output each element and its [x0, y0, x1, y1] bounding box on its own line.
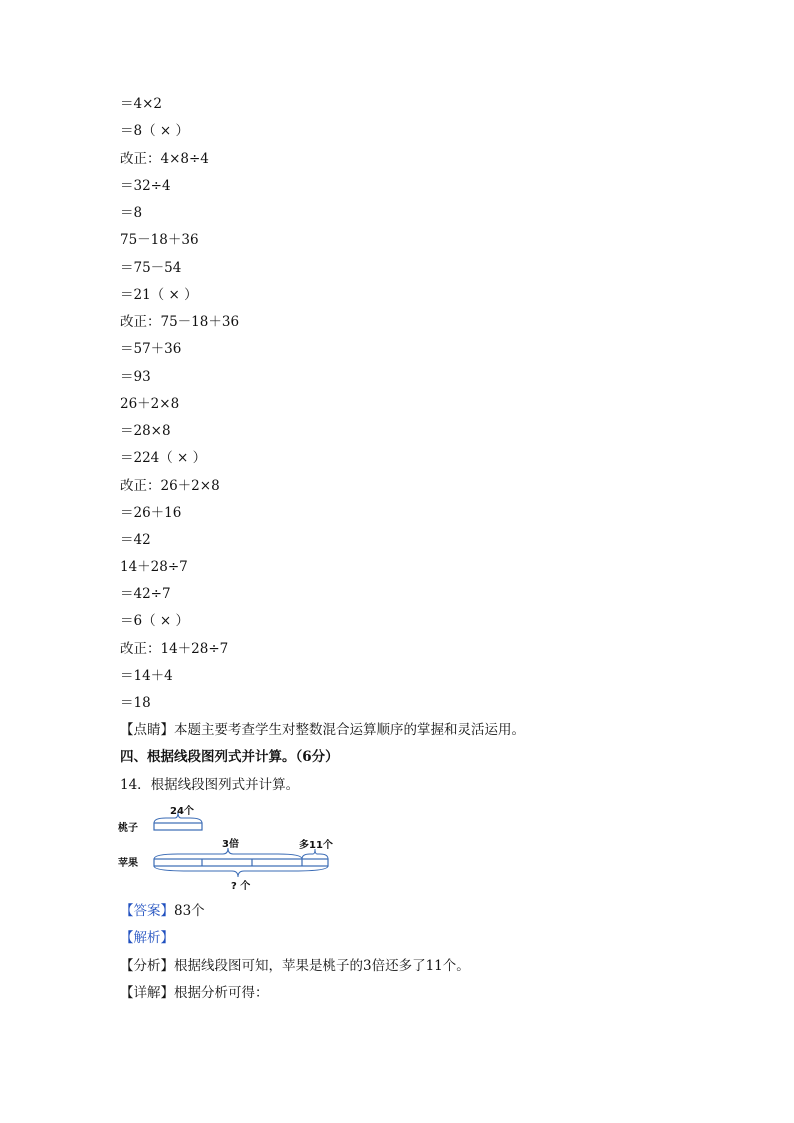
calc-line: 改正：75－18＋36	[120, 314, 240, 330]
total-brace	[154, 866, 328, 877]
analysis-xiangjie: 【详解】根据分析可得：	[120, 985, 269, 1001]
peach-count: 24个	[170, 806, 194, 817]
analysis-fenxi: 【分析】根据线段图可知，苹果是桃子的3倍还多了11个。	[120, 958, 470, 974]
answer-line	[120, 902, 205, 920]
answer-value: 83个	[174, 903, 205, 919]
answer-tag: 【答案】	[120, 903, 174, 919]
calc-line: ＝57＋36	[120, 341, 182, 357]
calc-line: 75－18＋36	[120, 232, 199, 248]
calc-line: ＝14＋4	[120, 668, 173, 684]
line-segment-diagram	[118, 803, 348, 895]
question-text: 14．根据线段图列式并计算。	[120, 777, 300, 793]
calc-line: ＝26＋16	[120, 505, 182, 521]
calc-line: ＝18	[120, 695, 151, 711]
analysis-tag: 【解析】	[120, 930, 174, 946]
calc-line: 14＋28÷7	[120, 559, 188, 575]
calc-line: ＝6（ × ）	[120, 613, 189, 629]
calc-line: ＝42	[120, 532, 151, 548]
calc-line: 改正：26＋2×8	[120, 478, 220, 494]
peach-bar	[154, 823, 202, 830]
section-title: 四、根据线段图列式并计算。（6分）	[120, 749, 339, 765]
calc-line: 26＋2×8	[120, 396, 180, 412]
calc-line: ＝8	[120, 205, 143, 221]
peach-label: 桃子	[118, 823, 138, 834]
more-label: 多11个	[299, 840, 333, 851]
calc-line: ＝32÷4	[120, 178, 171, 194]
unknown-label: ? 个	[231, 881, 251, 892]
apple-label: 苹果	[118, 858, 138, 869]
calc-line: ＝8（ × ）	[120, 123, 189, 139]
calc-line: ＝224（ × ）	[120, 450, 207, 466]
calc-line: ＝21（ × ）	[120, 287, 198, 303]
calc-line: ＝4×2	[120, 96, 162, 112]
calc-line: ＝28×8	[120, 423, 171, 439]
calc-line: ＝93	[120, 369, 151, 385]
calc-line: 改正：14＋28÷7	[120, 641, 229, 657]
dianjing-note: 【点睛】本题主要考查学生对整数混合运算顺序的掌握和灵活运用。	[120, 722, 525, 738]
calc-line: 改正：4×8÷4	[120, 151, 209, 167]
calc-line: ＝42÷7	[120, 586, 171, 602]
times-label: 3倍	[222, 839, 239, 850]
calc-line: ＝75－54	[120, 260, 182, 276]
